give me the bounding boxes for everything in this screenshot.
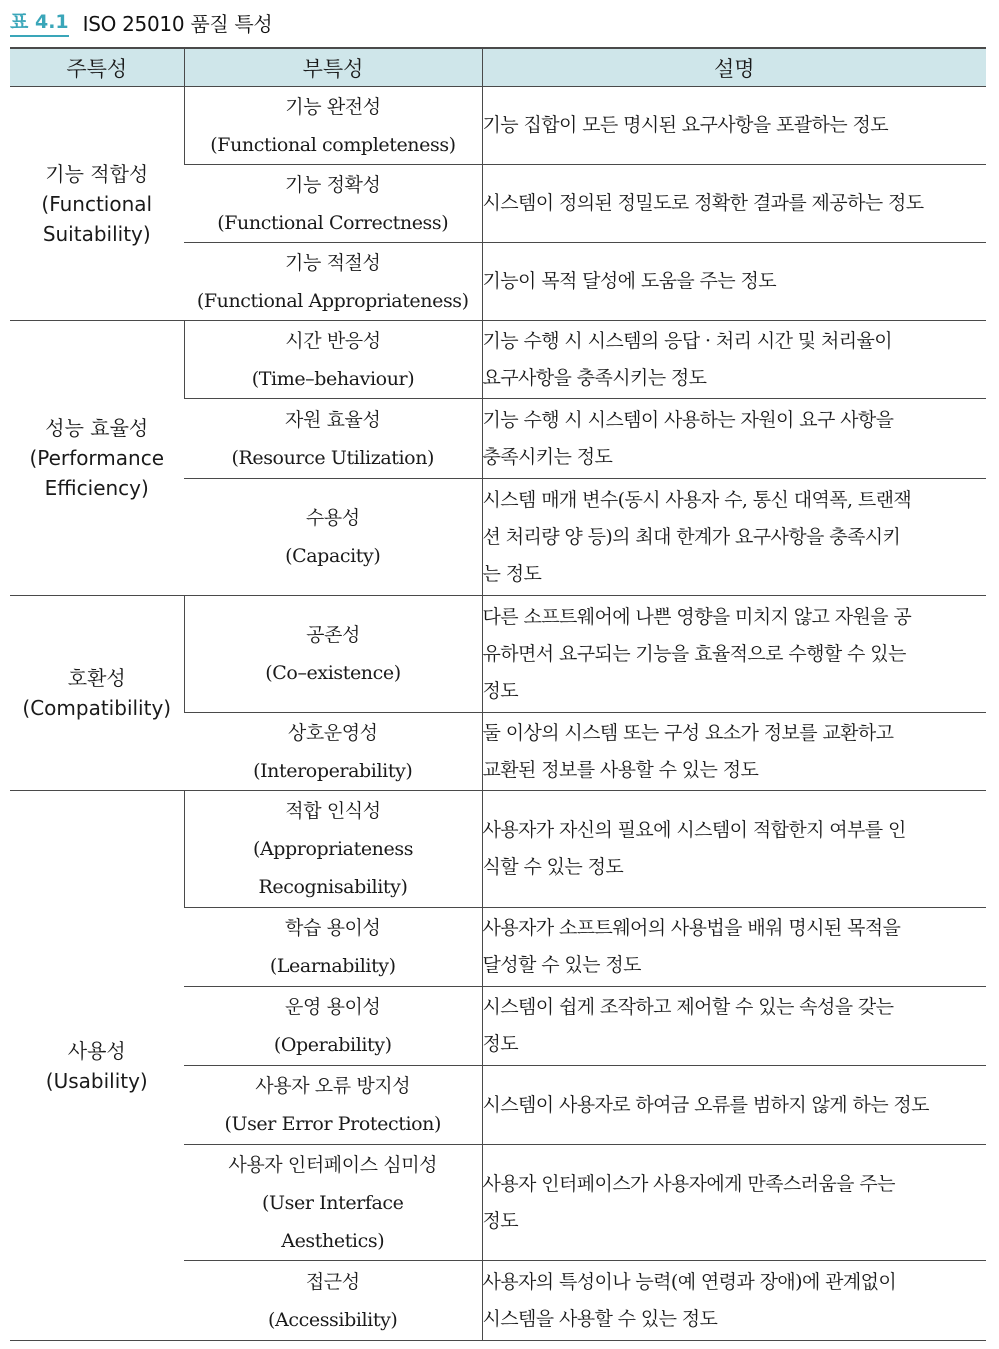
description-line: 기능이 목적 달성에 도움을 주는 정도 bbox=[482, 270, 777, 292]
sub-characteristic-cell bbox=[184, 1261, 482, 1341]
sub-characteristic-cell bbox=[184, 321, 482, 399]
description-cell bbox=[482, 1145, 986, 1261]
main-characteristic-cell bbox=[10, 791, 184, 1341]
sub-characteristic-cell bbox=[184, 243, 482, 321]
sub-characteristic-cell bbox=[184, 987, 482, 1066]
sub-characteristic-line: 공존성 bbox=[306, 624, 360, 646]
sub-characteristic-line: (User Interface bbox=[262, 1191, 404, 1214]
sub-characteristic-line: 사용자 오류 방지성 bbox=[255, 1075, 411, 1097]
description-line: 둘 이상의 시스템 또는 구성 요소가 정보를 교환하고 bbox=[482, 721, 894, 744]
sub-characteristic-line: 사용자 인터페이스 심미성 bbox=[228, 1153, 438, 1176]
table-number: 표 4.1 bbox=[10, 7, 69, 37]
main-characteristic-cell bbox=[10, 596, 184, 791]
description-line: 시스템이 정의된 정밀도로 정확한 결과를 제공하는 정도 bbox=[482, 192, 924, 214]
description-line: 시스템이 쉽게 조작하고 제어할 수 있는 속성을 갖는 bbox=[482, 996, 894, 1018]
description-cell bbox=[482, 908, 986, 987]
sub-characteristic-line: (Time–behaviour) bbox=[251, 367, 415, 390]
main-characteristic-line: Suitability) bbox=[42, 221, 151, 246]
table-row bbox=[10, 321, 986, 399]
main-characteristic-line: (Compatibility) bbox=[22, 696, 172, 720]
main-characteristic-line: Efficiency) bbox=[44, 476, 149, 500]
description-line: 사용자가 자신의 필요에 시스템이 적합한지 여부를 인 bbox=[482, 819, 906, 841]
description-line: 기능 수행 시 시스템의 응답 · 처리 시간 및 처리율이 bbox=[482, 329, 892, 352]
sub-characteristic-cell bbox=[184, 1066, 482, 1145]
table-row bbox=[10, 87, 986, 165]
header-sub-characteristic: 부특성 bbox=[184, 48, 482, 87]
sub-characteristic-line: 시간 반응성 bbox=[285, 329, 381, 352]
description-line: 션 처리량 양 등)의 최대 한계가 요구사항을 충족시키 bbox=[482, 525, 901, 548]
description-line: 교환된 정보를 사용할 수 있는 정도 bbox=[482, 758, 759, 781]
description-line: 기능 집합이 모든 명시된 요구사항을 포괄하는 정도 bbox=[482, 114, 888, 136]
description-cell bbox=[482, 165, 986, 243]
sub-characteristic-cell bbox=[184, 399, 482, 479]
sub-characteristic-line: 기능 완전성 bbox=[285, 95, 381, 118]
sub-characteristic-line: 적합 인식성 bbox=[285, 800, 381, 822]
header-row bbox=[10, 48, 986, 87]
sub-characteristic-line: (Resource Utilization) bbox=[231, 446, 435, 469]
description-line: 충족시키는 정도 bbox=[482, 445, 613, 468]
sub-characteristic-line: 상호운영성 bbox=[287, 721, 378, 744]
description-cell bbox=[482, 321, 986, 399]
sub-characteristic-line: Recognisability) bbox=[258, 876, 408, 898]
quality-characteristics-table bbox=[10, 47, 986, 1341]
description-line: 정도 bbox=[482, 1209, 519, 1232]
description-cell bbox=[482, 87, 986, 165]
sub-characteristic-line: (Capacity) bbox=[285, 545, 381, 567]
main-characteristic-line: 기능 적합성 bbox=[45, 161, 149, 186]
table-row bbox=[10, 791, 986, 908]
sub-characteristic-cell bbox=[184, 713, 482, 791]
table-title: ISO 25010 품질 특성 bbox=[82, 11, 273, 36]
description-line: 사용자가 소프트웨어의 사용법을 배워 명시된 목적을 bbox=[482, 917, 901, 939]
sub-characteristic-line: (User Error Protection) bbox=[224, 1113, 442, 1135]
description-line: 다른 소프트웨어에 나쁜 영향을 미치지 않고 자원을 공 bbox=[482, 605, 912, 628]
sub-characteristic-line: Aesthetics) bbox=[281, 1229, 385, 1252]
description-cell bbox=[482, 243, 986, 321]
sub-characteristic-line: 기능 적절성 bbox=[285, 251, 381, 274]
sub-characteristic-line: 접근성 bbox=[305, 1270, 360, 1293]
main-characteristic-line: (Usability) bbox=[45, 1068, 148, 1093]
description-cell bbox=[482, 479, 986, 596]
sub-characteristic-line: (Operability) bbox=[273, 1034, 392, 1056]
header-main-characteristic: 주특성 bbox=[10, 48, 184, 87]
sub-characteristic-line: (Accessibility) bbox=[268, 1308, 398, 1331]
sub-characteristic-line: (Interoperability) bbox=[253, 759, 413, 782]
description-line: 요구사항을 충족시키는 정도 bbox=[482, 366, 707, 389]
sub-characteristic-cell bbox=[184, 165, 482, 243]
description-cell bbox=[482, 596, 986, 713]
sub-characteristic-line: (Functional Appropriateness) bbox=[196, 289, 469, 312]
main-characteristic-line: (Performance bbox=[29, 446, 165, 470]
description-line: 달성할 수 있는 정도 bbox=[482, 954, 641, 976]
description-line: 시스템이 사용자로 하여금 오류를 범하지 않게 하는 정도 bbox=[482, 1093, 929, 1116]
description-line: 정도 bbox=[482, 1033, 519, 1055]
description-line: 사용자 인터페이스가 사용자에게 만족스러움을 주는 bbox=[482, 1172, 895, 1195]
sub-characteristic-cell bbox=[184, 479, 482, 596]
description-cell bbox=[482, 399, 986, 479]
sub-characteristic-line: (Co–existence) bbox=[265, 662, 401, 684]
sub-characteristic-cell bbox=[184, 87, 482, 165]
sub-characteristic-line: 자원 효율성 bbox=[285, 408, 381, 431]
sub-characteristic-line: (Functional Correctness) bbox=[217, 211, 449, 234]
sub-characteristic-cell bbox=[184, 791, 482, 908]
sub-characteristic-cell bbox=[184, 908, 482, 987]
description-line: 는 정도 bbox=[482, 562, 542, 585]
sub-characteristic-line: (Functional completeness) bbox=[210, 133, 456, 156]
main-characteristic-line: 성능 효율성 bbox=[45, 416, 149, 440]
table-caption bbox=[10, 6, 272, 38]
description-line: 시스템을 사용할 수 있는 정도 bbox=[482, 1307, 718, 1330]
description-cell bbox=[482, 791, 986, 908]
main-characteristic-line: (Functional bbox=[41, 191, 153, 216]
description-cell bbox=[482, 1261, 986, 1341]
table-row bbox=[10, 596, 986, 713]
sub-characteristic-line: (Learnability) bbox=[269, 955, 396, 977]
sub-characteristic-line: (Appropriateness bbox=[252, 838, 414, 860]
sub-characteristic-line: 기능 정확성 bbox=[285, 173, 381, 196]
main-characteristic-cell bbox=[10, 321, 184, 596]
description-line: 식할 수 있는 정도 bbox=[482, 856, 624, 878]
sub-characteristic-cell bbox=[184, 1145, 482, 1261]
description-line: 정도 bbox=[482, 679, 519, 702]
description-cell bbox=[482, 1066, 986, 1145]
main-characteristic-line: 사용성 bbox=[67, 1038, 126, 1063]
main-characteristic-line: 호환성 bbox=[67, 666, 126, 690]
description-line: 시스템 매개 변수(동시 사용자 수, 통신 대역폭, 트랜잭 bbox=[482, 488, 912, 511]
sub-characteristic-line: 운영 용이성 bbox=[285, 996, 381, 1018]
description-line: 사용자의 특성이나 능력(예 연령과 장애)에 관계없이 bbox=[482, 1270, 897, 1293]
sub-characteristic-line: 수용성 bbox=[305, 507, 360, 529]
description-cell bbox=[482, 713, 986, 791]
description-line: 유하면서 요구되는 기능을 효율적으로 수행할 수 있는 bbox=[482, 642, 906, 665]
main-characteristic-cell bbox=[10, 87, 184, 321]
description-cell bbox=[482, 987, 986, 1066]
description-line: 기능 수행 시 시스템이 사용하는 자원이 요구 사항을 bbox=[482, 408, 894, 431]
sub-characteristic-line: 학습 용이성 bbox=[285, 917, 381, 939]
header-description: 설명 bbox=[482, 48, 986, 87]
sub-characteristic-cell bbox=[184, 596, 482, 713]
